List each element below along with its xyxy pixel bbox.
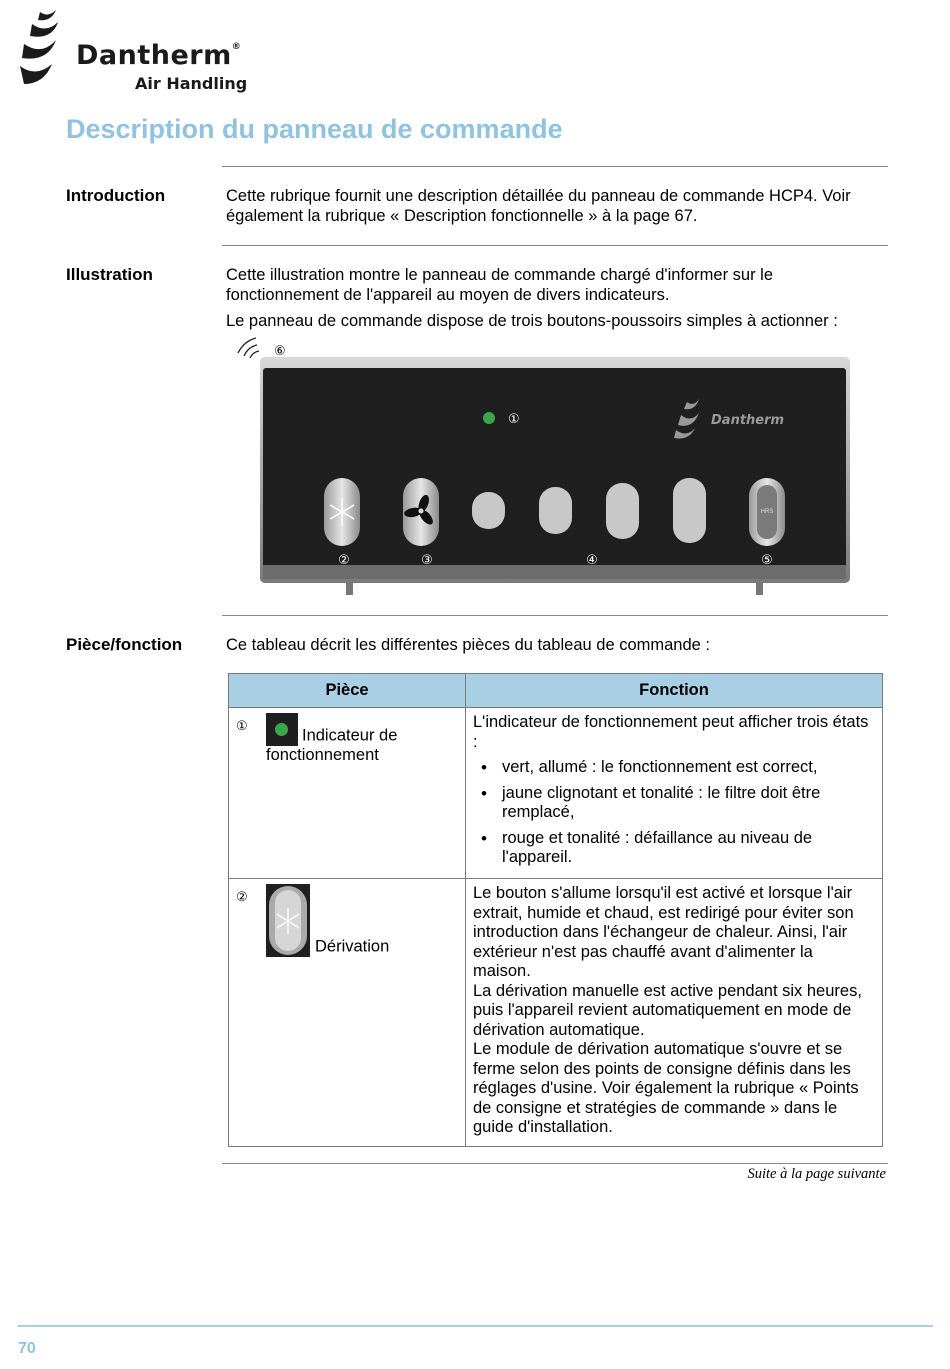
state-list — [473, 758, 874, 868]
illustration-text: Cette illustration montre le panneau de commande chargé d'informer sur le fonctionnement de l'appareil au moyen de divers indicateurs. — [226, 266, 774, 304]
callout-4: ④ — [586, 553, 598, 568]
callout-6: ⑥ — [274, 344, 286, 359]
illustration-buttons-text: Le panneau de commande dispose de trois boutons-poussoirs simples à actionner : — [226, 312, 838, 330]
control-panel-drawing — [232, 335, 857, 597]
row-number: ② — [236, 889, 248, 904]
blank-button — [673, 478, 706, 543]
hrs-button-label: HRS — [760, 509, 774, 515]
table-row — [229, 879, 883, 1147]
piece-cell — [229, 879, 466, 1147]
column-header-piece: Pièce — [229, 674, 466, 708]
registered-mark: ® — [231, 42, 242, 52]
logo-subbrand: Air Handling — [135, 74, 248, 93]
piece-cell — [229, 708, 466, 879]
green-indicator-icon — [266, 713, 298, 746]
section-label-introduction: Introduction — [66, 186, 166, 205]
fonction-paragraph: La dérivation manuelle est active pendant six heures, puis l'appareil revient automatiquement en mode de dérivation automatique. — [473, 981, 862, 1039]
dantherm-logo — [18, 8, 268, 93]
fonction-paragraph: Le bouton s'allume lorsqu'il est activé et lorsque l'air extrait, humide et chaud, est redirigé pour éviter son introduction dans l'échangeur de chaleur. Ainsi, l'air extérieur n'est pas chauffé avant d'alimenter la maison. — [473, 884, 854, 980]
swoosh-logo-icon — [18, 8, 78, 90]
parts-table — [228, 673, 883, 1147]
list-item: • jaune clignotant et tonalité : le filtre doit être remplacé, — [473, 784, 874, 823]
callout-5: ⑤ — [761, 553, 773, 568]
piece-name: Indicateur de fonctionnement — [266, 726, 398, 764]
column-header-fonction: Fonction — [466, 674, 883, 708]
section-label-illustration: Illustration — [66, 265, 153, 284]
fonction-intro: L'indicateur de fonctionnement peut afficher trois états : — [473, 713, 869, 751]
piece-name: Dérivation — [315, 937, 390, 956]
callout-2: ② — [338, 553, 350, 568]
piece-fonction-text: Ce tableau décrit les différentes pièces du tableau de commande : — [226, 636, 710, 654]
section-divider — [222, 245, 888, 246]
snowflake-icon — [266, 884, 310, 957]
introduction-text: Cette rubrique fournit une description détaillée du panneau de commande HCP4. Voir également la rubrique « Description fonctionnelle » à la page 67. — [226, 187, 851, 225]
blank-button — [472, 492, 505, 529]
logo-brand-text: Dantherm — [76, 40, 232, 71]
section-divider — [222, 166, 888, 167]
panel-brand-text: Dantherm — [711, 413, 785, 428]
row-number: ① — [236, 718, 248, 733]
section-divider — [222, 615, 888, 616]
page-number: 70 — [18, 1340, 36, 1357]
list-item: • vert, allumé : le fonctionnement est correct, — [473, 758, 874, 778]
fonction-cell — [466, 879, 883, 1147]
fonction-cell — [466, 708, 883, 879]
page-title: Description du panneau de commande — [66, 114, 563, 144]
status-indicator-light — [483, 412, 495, 424]
continued-note: Suite à la page suivante — [747, 1166, 886, 1182]
section-label-piece-fonction: Pièce/fonction — [66, 635, 183, 654]
footer-rule — [18, 1325, 933, 1327]
callout-3: ③ — [421, 553, 433, 568]
signal-icon — [238, 338, 259, 358]
control-panel-illustration — [232, 335, 857, 597]
blank-button — [539, 487, 572, 534]
list-item: • rouge et tonalité : défaillance au niveau de l'appareil. — [473, 829, 874, 868]
section-divider — [222, 1163, 888, 1164]
table-header-row — [229, 674, 883, 708]
table-row — [229, 708, 883, 879]
blank-button — [606, 483, 639, 539]
fonction-paragraph: Le module de dérivation automatique s'ouvre et se ferme selon des points de consigne définis dans les réglages d'usine. Voir également la rubrique « Points de consigne et stratégies de commande » dans le guide d'installation. — [473, 1040, 859, 1136]
callout-1: ① — [508, 412, 520, 427]
